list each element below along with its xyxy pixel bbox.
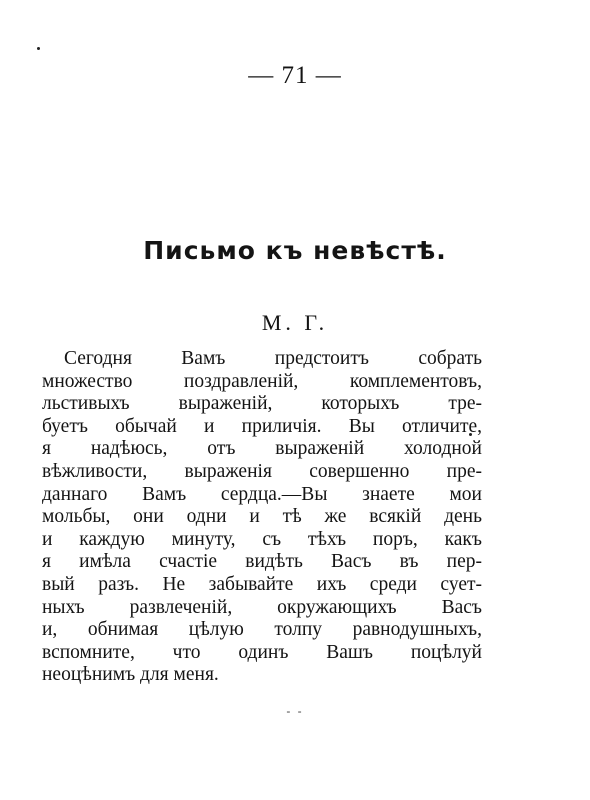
salutation: М. Г. bbox=[261, 310, 329, 335]
text-line: я имѣла счастіе видѣть Васъ въ пер- bbox=[42, 551, 482, 573]
text-line: и, обнимая цѣлую толпу равнодушныхъ, bbox=[42, 619, 482, 641]
text-line: льстивыхъ выраженій, которыхъ тре- bbox=[42, 393, 482, 415]
text-line: Сегодня Вамъ предстоитъ собрать bbox=[64, 348, 482, 369]
text-line: и каждую минуту, съ тѣхъ поръ, какъ bbox=[42, 528, 482, 550]
text-line: вѣжливости, выраженія совершенно пре- bbox=[42, 460, 482, 482]
text-line: буетъ обычай и приличія. Вы отличите, bbox=[42, 415, 482, 437]
letter-body bbox=[42, 348, 482, 687]
letter-title: Письмо къ невѣстѣ. bbox=[143, 236, 447, 265]
end-ornament: - - bbox=[286, 704, 304, 718]
ink-speck bbox=[37, 47, 40, 50]
text-line: неоцѣнимъ для меня. bbox=[42, 664, 219, 686]
text-line: множество поздравленій, комплементовъ, bbox=[42, 370, 482, 392]
text-line: ныхъ развлеченій, окружающихъ Васъ bbox=[42, 596, 482, 618]
text-line: я надѣюсь, отъ выраженій холодной bbox=[42, 438, 482, 460]
page-number: — 71 — bbox=[248, 62, 342, 89]
text-line: мольбы, они одни и тѣ же всякій день bbox=[42, 506, 482, 528]
text-line: даннаго Вамъ сердца.—Вы знаете мои bbox=[42, 483, 482, 505]
text-line: вый разъ. Не забывайте ихъ среди сует- bbox=[42, 573, 482, 595]
text-line: вспомните, что одинъ Вашъ поцѣлуй bbox=[42, 641, 482, 663]
